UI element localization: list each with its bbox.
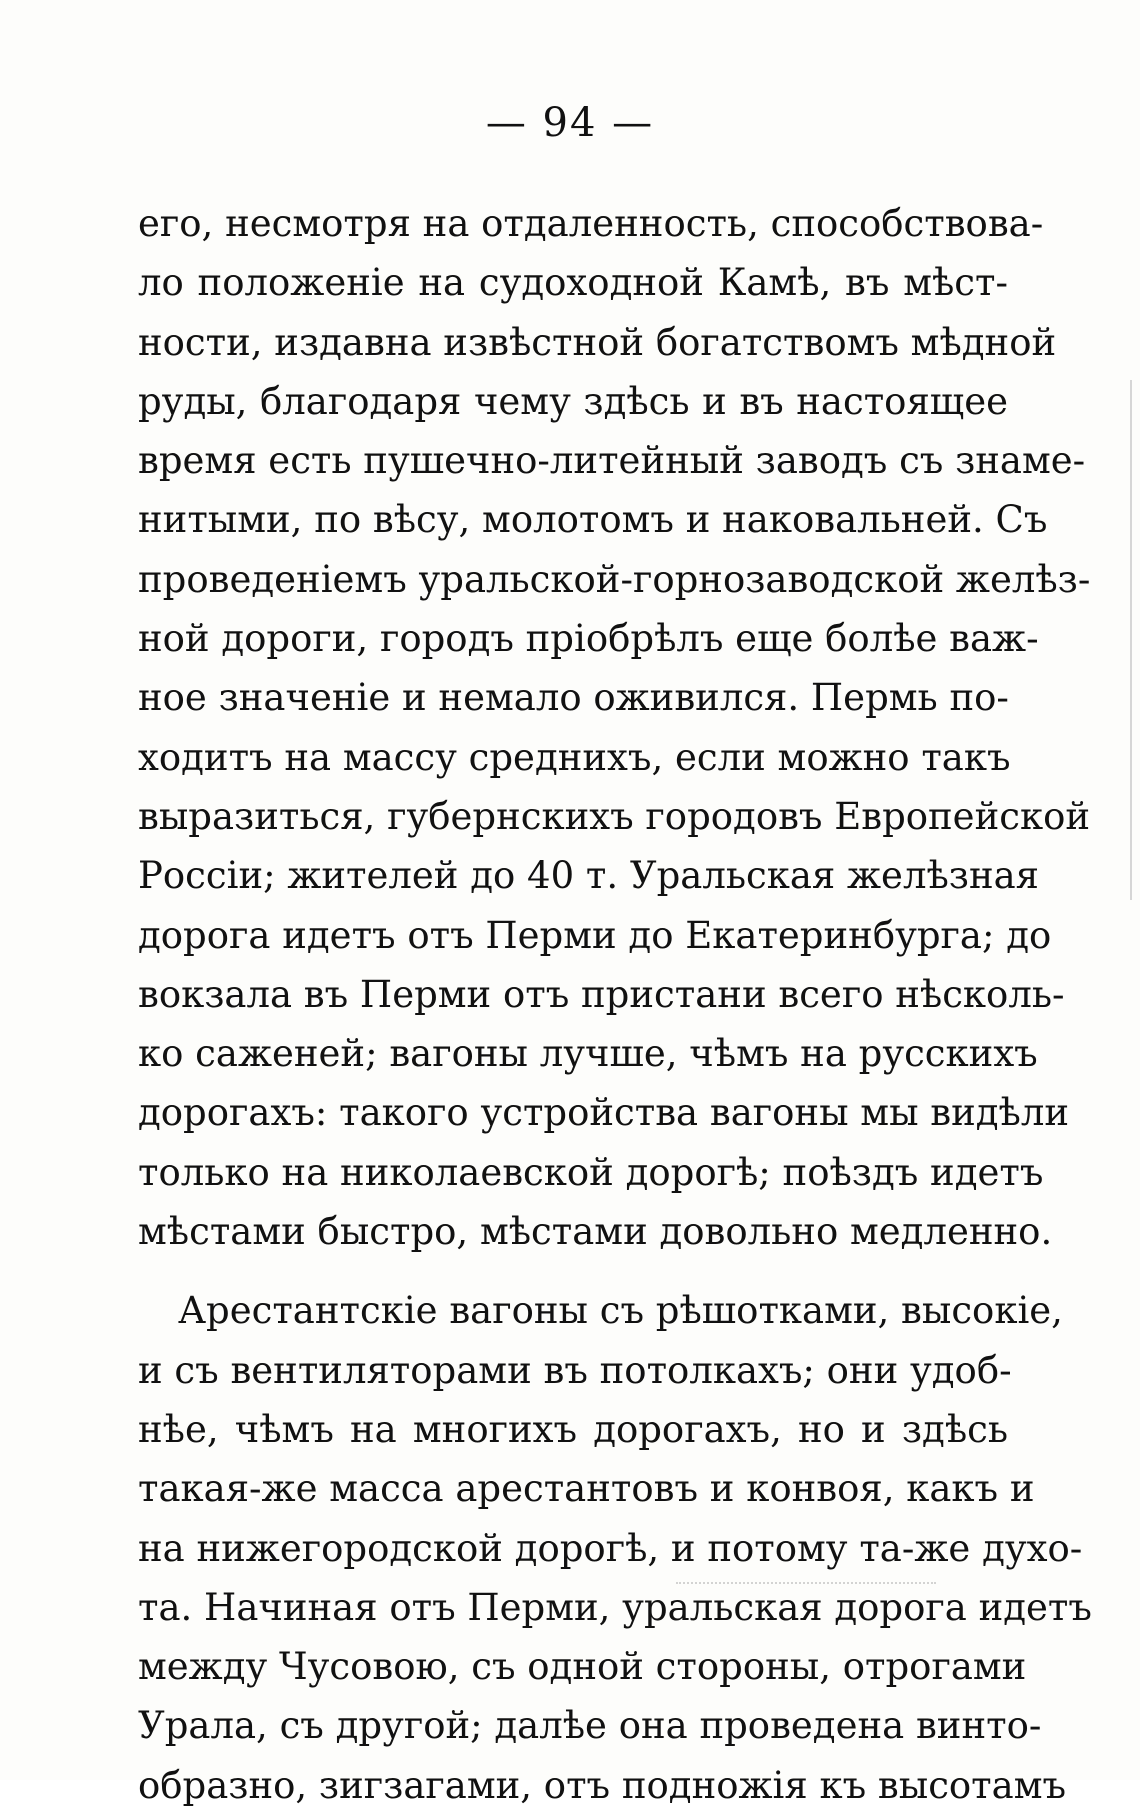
text-line: проведеніемъ уральской-горнозаводской желѣз- xyxy=(138,557,1091,601)
text-line: и съ вентиляторами въ потолкахъ; они удоб- xyxy=(138,1348,1012,1392)
text-line: ло положеніе на судоходной Камѣ, въ мѣст- xyxy=(138,261,1008,305)
text-line: выразиться, губернскихъ городовъ Европейской xyxy=(138,794,1091,838)
text-line: время есть пушечно-литейный заводъ съ знаме- xyxy=(138,439,1086,483)
text-line: дорога идетъ отъ Перми до Екатеринбурга; до xyxy=(138,913,1052,957)
text-line: между Чусовою, съ одной стороны, отрогами xyxy=(138,1645,1027,1689)
page-number: — 94 — xyxy=(485,100,655,146)
text-line: нѣе, чѣмъ на многихъ дорогахъ, но и здѣсь xyxy=(138,1407,1008,1451)
text-line: на нижегородской дорогѣ, и потому та-же духо- xyxy=(138,1526,1083,1570)
paragraph-1 xyxy=(138,194,1091,1261)
text-line: ное значеніе и немало оживился. Пермь по- xyxy=(138,676,1009,720)
text-line: такая-же масса арестантовъ и конвоя, какъ и xyxy=(138,1467,1035,1511)
text-line: ходитъ на массу среднихъ, если можно такъ xyxy=(138,735,1011,779)
text-line: ности, издавна извѣстной богатствомъ мѣдной xyxy=(138,320,1057,364)
text-line: мѣстами быстро, мѣстами довольно медленно. xyxy=(138,1210,1053,1254)
text-line: Арестантскіе вагоны съ рѣшотками, высокіе, xyxy=(178,1289,1063,1333)
text-line: ной дороги, городъ пріобрѣлъ еще болѣе важ- xyxy=(138,617,1039,661)
text-line: ко саженей; вагоны лучше, чѣмъ на русскихъ xyxy=(138,1032,1038,1076)
text-line: та. Начиная отъ Перми, уральская дорога идетъ xyxy=(138,1585,1092,1629)
text-line: руды, благодаря чему здѣсь и въ настоящее xyxy=(138,379,1008,423)
page-edge-shadow xyxy=(1130,380,1132,900)
text-line: вокзала въ Перми отъ пристани всего нѣсколь- xyxy=(138,972,1065,1016)
scan-artifact xyxy=(676,1570,936,1584)
text-line: только на николаевской дорогѣ; поѣздъ идетъ xyxy=(138,1150,1044,1194)
text-line: дорогахъ: такого устройства вагоны мы видѣли xyxy=(138,1091,1070,1135)
text-line: нитыми, по вѣсу, молотомъ и наковальней. Съ xyxy=(138,498,1048,542)
text-line: Россіи; жителей до 40 т. Уральская желѣзная xyxy=(138,854,1040,898)
paragraph-2 xyxy=(138,1281,1092,1815)
text-line: образно, зигзагами, отъ подножія къ высотамъ xyxy=(138,1763,1067,1807)
paragraph-spacer xyxy=(138,1261,1008,1281)
text-line: его, несмотря на отдаленность, способствова- xyxy=(138,202,1044,245)
text-line: Урала, съ другой; далѣе она проведена винто- xyxy=(138,1704,1042,1748)
